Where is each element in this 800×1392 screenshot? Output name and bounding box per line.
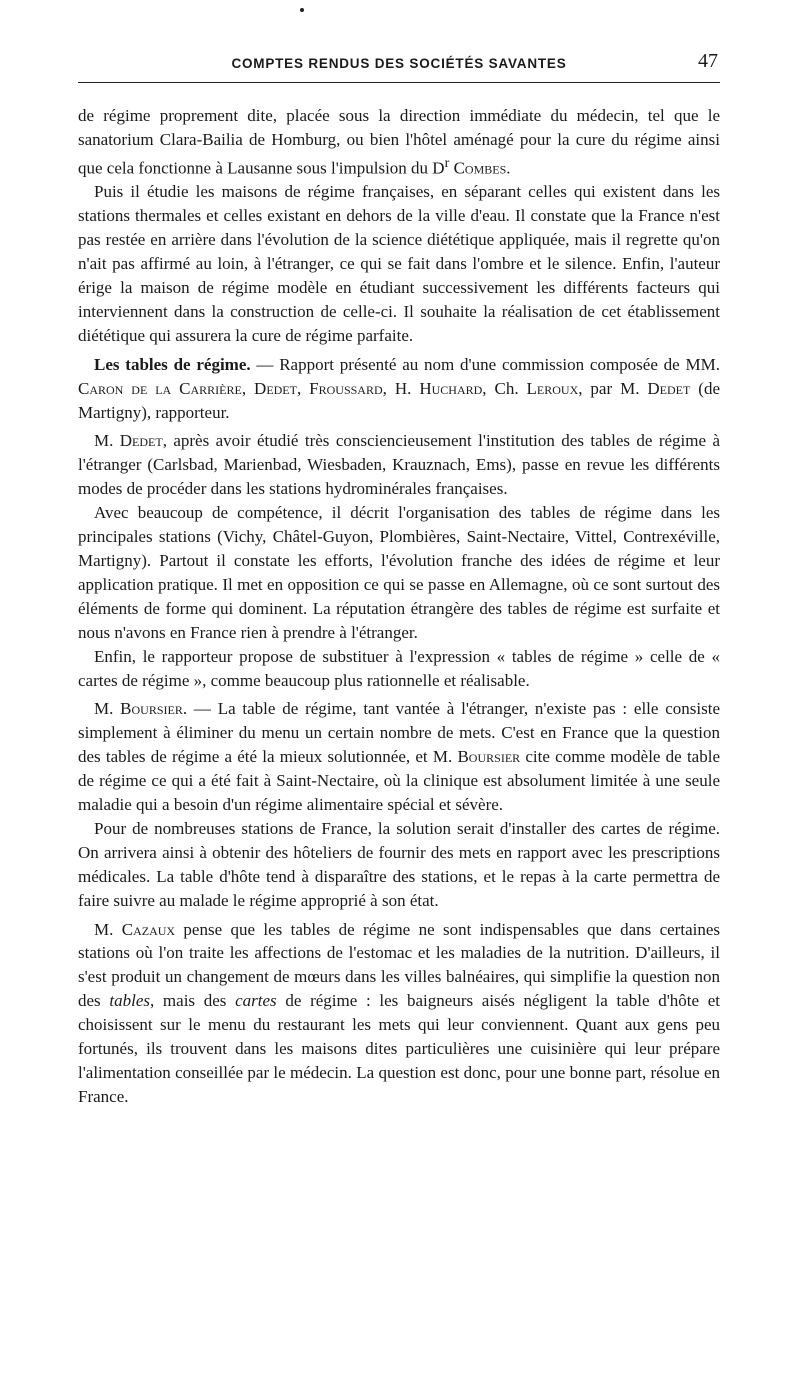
- p6-text: Enfin, le rapporteur propose de substituer à l'expression « tables de régime » celle de « cartes de régime », comme beaucoup plus rationnelle et réalisable.: [78, 646, 720, 690]
- p3-sc3: Leroux: [526, 378, 579, 398]
- paragraph-1: [78, 104, 720, 180]
- print-mark: [300, 8, 304, 12]
- p9-c: , mais des: [149, 991, 236, 1011]
- p1-end: .: [506, 158, 511, 178]
- p3-a: — Rapport présenté au nom d'une commission composée de MM.: [250, 354, 720, 374]
- paragraph-8: [78, 817, 720, 913]
- p9-it2: cartes: [235, 991, 277, 1011]
- p7-c: cite comme modèle de table de régime ce qui a été fait à Saint-Nectaire, où la clinique est absolument limitée à une seule maladie qui a besoin d'un régime alimentaire spécial et sévère.: [78, 747, 720, 815]
- p7-b: . — La table de régime, tant vantée à l'étranger, n'existe pas : elle consiste simplement à éliminer du menu un certain nombre de mets. C'est en France que la question des tables de régime a été la mieux solutionnée, et M.: [78, 699, 720, 767]
- p4-a: M.: [94, 431, 120, 451]
- p9-b: pense que les tables de régime ne sont indispensables que dans certaines stations où l'on traite les affections de l'estomac et les maladies de la nutrition. D'ailleurs, il s'est produit un changement de mœurs dans les villes balnéaires, qui simplifie la question non des: [78, 919, 720, 1011]
- p9-a: M.: [94, 919, 122, 939]
- paragraph-3: [78, 353, 720, 425]
- p1-text: de régime proprement dite, placée sous la direction immédiate du médecin, tel que le sanatorium Clara-Bailia de Homburg, ou bien l'hôtel aménagé pour la cure du régime ainsi que cela fonctionne à Lausanne sous l'impulsion du D: [78, 106, 720, 178]
- paragraph-5: [78, 501, 720, 644]
- p7-sc2: Boursier: [457, 747, 521, 767]
- paragraph-6: [78, 645, 720, 693]
- p3-sc2: Huchard: [419, 378, 483, 398]
- p8-text: Pour de nombreuses stations de France, la solution serait d'installer des cartes de régime. On arrivera ainsi à obtenir des hôteliers de fournir des mets en rapport avec les prescriptions médicales. La table d'hôte tend à disparaître des stations, et le repas à la carte permettra de faire suivre au malade le régime approprié à son état.: [78, 818, 720, 910]
- paragraph-4: [78, 429, 720, 501]
- p9-it1: tables: [109, 991, 150, 1011]
- p3-c: , Ch.: [482, 378, 527, 398]
- p1-sup: r: [444, 154, 450, 171]
- header-title: COMPTES RENDUS DES SOCIÉTÉS SAVANTES: [231, 56, 567, 71]
- p5-text: Avec beaucoup de compétence, il décrit l'organisation des tables de régime dans les principales stations (Vichy, Châtel-Guyon, Plombières, Saint-Nectaire, Vittel, Contrexéville, Martigny). Partout il constate les efforts, l'évolution franche des idées de régime et leur application pratique. Il met en opposition ce qui se passe en Allemagne, où ce sont surtout des éléments de forme qui dominent. La réputation étrangère des tables de régime est surfaite et nous n'avons en France rien à prendre à l'étranger.: [78, 503, 720, 642]
- p3-sc4: Dedet: [647, 378, 691, 398]
- p4-b: , après avoir étudié très consciencieusement l'institution des tables de régime à l'étranger (Carlsbad, Marienbad, Wiesbaden, Krauznach, Ems), passe en revue les différents modes de procéder dans les stations hydrominérales françaises.: [78, 431, 720, 499]
- p3-b: , H.: [382, 378, 420, 398]
- running-header: [78, 52, 720, 83]
- section-heading: Les tables de régime.: [94, 354, 251, 374]
- body-text: [78, 104, 720, 1109]
- paragraph-9: [78, 918, 720, 1109]
- p9-d: de régime : les baigneurs aisés négligent la table d'hôte et choisissent sur le menu du restaurant les mets qui leur conviennent. Quant aux gens peu fortunés, ils trouvent dans les maisons dites particulières une cuisinière qui leur prépare l'alimentation conseillée par le médecin. La question est donc, pour une bonne part, résolue en France.: [78, 991, 720, 1106]
- paragraph-2: [78, 180, 720, 347]
- p3-d: , par M.: [578, 378, 648, 398]
- p9-sc1: Cazaux: [121, 919, 176, 939]
- p2-text: Puis il étudie les maisons de régime françaises, en séparant celles qui existent dans les stations thermales et celles existant en dehors de la ville d'eau. Il constate que la France n'est pas restée en arrière dans l'évolution de la science diététique appliquée, mais il regrette qu'on n'ait pas affirmé au loin, à l'étranger, ce qui se fait dans l'ombre et le silence. Enfin, l'auteur érige la maison de régime modèle en étudiant successivement les différents facteurs qui interviennent dans la construction de celle-ci. Il souhaite la réalisation de cet établissement diététique qui assurera la cure de régime parfaite.: [78, 182, 720, 345]
- p1-name: Combes: [453, 158, 507, 178]
- p4-sc1: Dedet: [119, 431, 163, 451]
- p7-a: M.: [94, 699, 121, 719]
- paragraph-7: [78, 697, 720, 817]
- page-number: 47: [698, 50, 718, 72]
- p3-sc1: Caron de la Carrière, Dedet, Froussard: [78, 378, 383, 398]
- p7-sc1: Boursier: [120, 699, 183, 719]
- p3-e: (de Martigny), rapporteur.: [78, 378, 720, 422]
